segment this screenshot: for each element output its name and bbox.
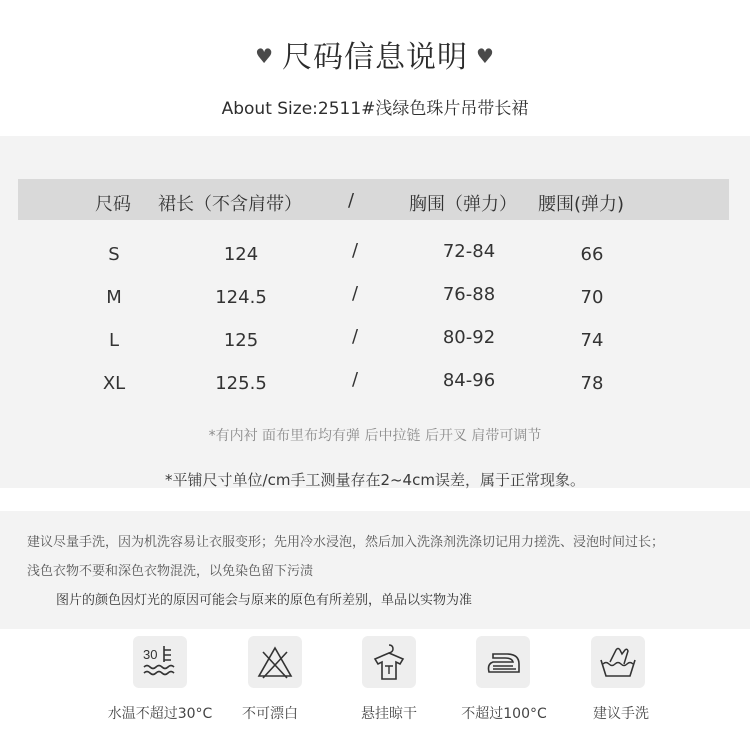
table-cell-size: S [108,244,120,265]
table-cell-waist: 70 [580,287,604,308]
icon-label-no-bleach: 不可漂白 [242,706,298,722]
table-cell-slash: / [351,369,359,390]
icon-label-iron: 不超过100°C [461,706,547,722]
hang-dry-icon [362,636,416,688]
header-bust: 胸围（弹力） [409,194,517,215]
no-bleach-icon [248,636,302,688]
table-cell-size: M [106,287,122,308]
table-cell-length: 125.5 [215,373,267,394]
table-cell-waist: 78 [580,373,604,394]
table-cell-bust: 84-96 [442,370,496,391]
table-cell-slash: / [351,326,359,347]
table-cell-length: 124 [223,244,259,265]
header-waist: 腰围(弹力) [538,194,625,215]
page-title [0,32,750,76]
iron-low-icon [476,636,530,688]
page-subtitle: About Size:2511#浅绿色珠片吊带长裙 [221,99,529,119]
care-text-line: 图片的颜色因灯光的原因可能会与原来的原色有所差别，单品以实物为准 [56,593,473,608]
table-cell-slash: / [351,240,359,261]
hand-wash-icon [591,636,645,688]
measurement-note: *平铺尺寸单位/cm手工测量存在2~4cm误差，属于正常现象。 [165,471,585,489]
heart-icon: ♥ [255,44,274,68]
wash-temp-badge: 30 [143,647,158,662]
icon-label-wash: 水温不超过30°C [107,706,213,722]
header-size: 尺码 [95,194,131,215]
wash-30c-icon [133,636,187,688]
table-cell-bust: 72-84 [442,241,496,262]
table-cell-waist: 66 [580,244,604,265]
table-cell-slash: / [351,283,359,304]
features-note: *有内衬 面布里布均有弹 后中拉链 后开叉 肩带可调节 [208,428,542,444]
table-cell-length: 125 [223,330,259,351]
table-cell-length: 124.5 [215,287,267,308]
care-text-line: 建议尽量手洗，因为机洗容易让衣服变形；先用冷水浸泡，然后加入洗涤剂洗涤切记用力搓洗、浸泡时间过长； [27,535,665,550]
size-table-panel [0,136,750,488]
care-instructions-panel [0,511,750,629]
icon-label-hand-wash: 建议手洗 [593,706,649,722]
header-slash: / [348,190,355,211]
care-text-line: 浅色衣物不要和深色衣物混洗，以免染色留下污渍 [27,564,314,579]
table-cell-size: XL [102,373,126,394]
care-icons-row [0,636,750,754]
page-title-text: 尺码信息说明 [282,40,468,75]
icon-label-hang-dry: 悬挂晾干 [361,706,417,722]
table-cell-size: L [108,330,120,351]
table-cell-waist: 74 [580,330,604,351]
table-cell-bust: 80-92 [442,327,496,348]
table-cell-bust: 76-88 [442,284,496,305]
heart-icon: ♥ [476,44,495,68]
header-length: 裙长（不含肩带） [158,194,302,215]
